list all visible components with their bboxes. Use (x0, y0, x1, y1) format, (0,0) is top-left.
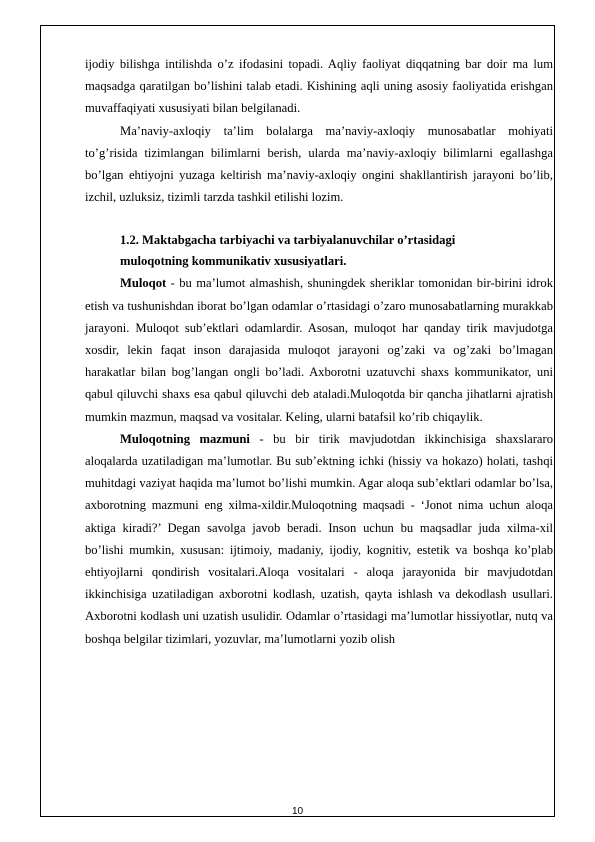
section-heading-line1: 1.2. Maktabgacha tarbiyachi va tarbiyalanuvchilar o’rtasidagi (120, 233, 456, 248)
document-body (85, 53, 553, 650)
term-muloqot-mazmuni: Muloqotning mazmuni (120, 431, 250, 446)
paragraph-muloqot (85, 272, 553, 427)
paragraph-muloqot-mazmuni (85, 428, 553, 650)
paragraph-muloqot-mazmuni-text: - bu bir tirik mavjudotdan ikkinchisiga shaxslararo aloqalarda uzatiladigan ma’lumotlar. Bu sub’ektning ichki (hissiy va hokazo) holati, tashqi muhitdagi vaziyat haqida ma’lumot bo’lishi mumkin. Agar aloqa sub’ektlari odamlar bo’lsa, axborotning mazmuni eng xilma-xildir.Muloqotning maqsadi - ‘Jonot nima uchun aloqa aktiga kiradi?’ Degan savolga javob beradi. Inson uchun bu maqsadlar juda xilma-xil bo’lishi mumkin, xususan: ijtimoiy, madaniy, ijodiy, kognitiv, estetik va boshqa ko’plab ehtiyojlarni qondirish vositalari.Aloqa vositalari - aloqa jarayonida bir mavjudotdan ikkinchisiga uzatiladigan axborotni kodlash, uzatish, qayta ishlash va dekodlash usullari. Axborotni kodlash uni uzatish usulidir. Odamlar o’rtasidagi ma’lumotlar hissiyotlar, nutq va boshqa belgilar tizimlari, yozuvlar, ma’lumotlarni yozib olish (85, 431, 553, 646)
page-number: 10 (291, 806, 304, 817)
spacer (85, 208, 553, 230)
term-muloqot: Muloqot (120, 276, 167, 291)
paragraph-muloqot-text: - bu ma’lumot almashish, shuningdek sheriklar tomonidan bir-birini idrok etish va tushunishdan iborat bo’lgan odamlar o’rtasidagi o’zaro munosabatlarning murakkab jarayoni. Muloqot sub’ektlari odamlardir. Asosan, muloqot har qanday tirik mavjudotga xosdir, lekin faqat inson darajasida muloqot jarayoni og’zaki va og’zaki bo’lmagan harakatlar bilan bog’langan ongli bo’ladi. Axborotni uzatuvchi shaxs kommunikator, uni qabul qiluvchi shaxs esa qabul qiluvchi deb ataladi.Muloqotda bir qancha jihatlarni ajratish mumkin mazmun, maqsad va vositalar. Keling, ularni batafsil ko’rib chiqaylik. (85, 276, 553, 424)
paragraph-aqliy-faoliyat: ijodiy bilishga intilishda o’z ifodasini topadi. Aqliy faoliyat diqqatning bar doir ma lum maqsadga qaratilgan bo’lishini talab etadi. Kishining aqli uning asosiy faoliyatida erishgan muvaffaqiyati xususiyati bilan belgilanadi. (85, 57, 553, 116)
section-heading-line2: muloqotning kommunikativ xususiyatlari. (120, 254, 347, 269)
paragraph-manaviy-axloqiy: Ma’naviy-axloqiy ta’lim bolalarga ma’naviy-axloqiy munosabatlar mohiyati to’g’risida tizimlangan bilimlarni berish, ularda ma’naviy-axloqiy bilimlarni egallashga bo’lgan ehtiyojni yuzaga keltirish ma’naviy-axloqiy ongini shakllantirish jarayoni bo’lib, izchil, uzluksiz, tizimli tarzda tashkil etilishi lozim. (85, 123, 553, 205)
